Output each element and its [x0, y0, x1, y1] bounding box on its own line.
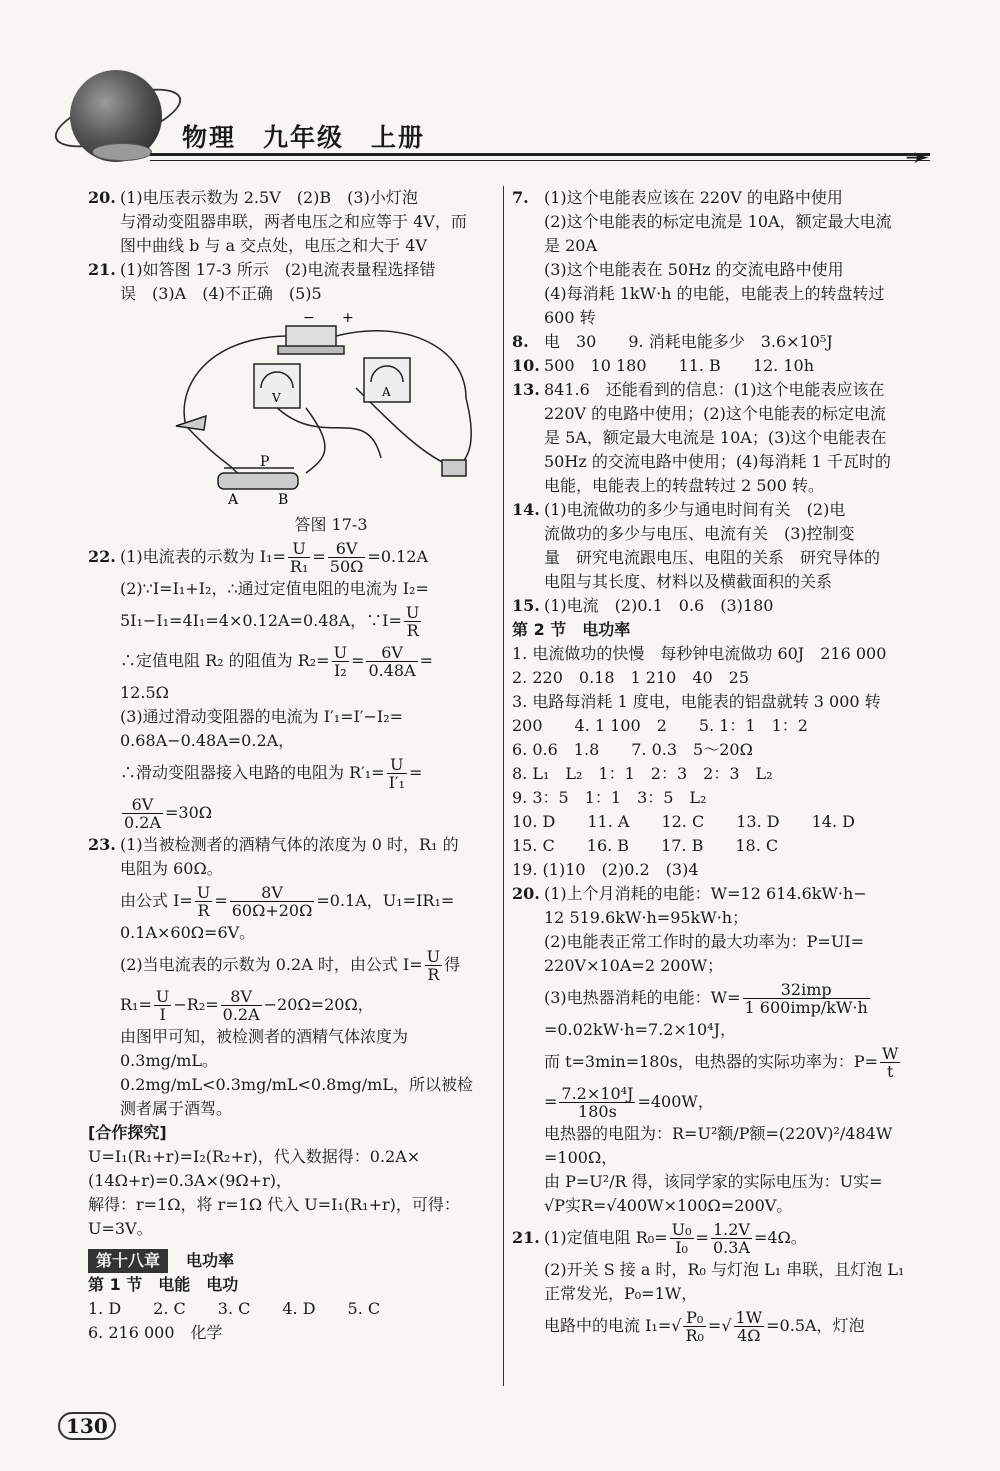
section-1-answer: 6. 216 000 化学: [88, 1323, 223, 1342]
answer-text: (1)电流 (2)0.1 0.6 (3)180: [544, 596, 774, 615]
answer-text: (4)每消耗 1kW·h 的电能，电能表上的转盘转过: [544, 284, 885, 303]
answer-line: [512, 570, 922, 594]
left-answers: [88, 186, 496, 306]
answer-text: 220V 的电路中使用；(2)这个电能表的标定电流: [544, 404, 886, 423]
question-number: 8.: [512, 332, 529, 351]
answer-text: 500 10 180 11. B 12. 10h: [544, 356, 815, 375]
figure-label-terminal-b: B: [278, 492, 289, 506]
section-1-answer: 1. D 2. C 3. C 4. D 5. C: [88, 1299, 381, 1318]
page-header: [0, 0, 1000, 190]
figure-caption: 答图 17-3: [294, 515, 368, 534]
book-title: 物理 九年级 上册: [182, 123, 426, 152]
section-2-answer: 6. 0.6 1.8 7. 0.3 5～20Ω: [512, 740, 753, 759]
answer-text: (1)电流做功的多少与通电时间有关 (2)电: [544, 500, 846, 519]
answer-line: [88, 282, 496, 306]
answer-line: [512, 186, 922, 210]
answer-text: (1)如答图 17-3 所示 (2)电流表量程选择错: [120, 260, 436, 279]
column-divider: [503, 186, 504, 1386]
question-number: 15.: [512, 596, 540, 615]
answer-line: [88, 186, 496, 210]
section-2-answer: 8. L₁ L₂ 1：1 2：3 2：3 L₂: [512, 764, 773, 783]
answer-text: 电能，电能表上的转盘转过 2 500 转。: [544, 476, 824, 495]
question-number: 10.: [512, 356, 540, 375]
answer-line: [88, 210, 496, 234]
arrow-icon: ➛: [905, 140, 931, 175]
question-number: 21.: [88, 260, 116, 279]
answer-line: [512, 282, 922, 306]
answer-line: [512, 426, 922, 450]
left-column: [88, 186, 496, 1345]
answer-text: 图中曲线 b 与 a 交点处，电压之和大于 4V: [120, 236, 427, 255]
answer-line: [512, 450, 922, 474]
figure-label-plus: +: [342, 310, 354, 326]
answer-line: [512, 234, 922, 258]
answer-line: [88, 234, 496, 258]
figure-label-terminal-a: A: [228, 492, 239, 506]
answer-text: 是 20A: [544, 236, 598, 255]
question-20-right: 20. (1)上个月消耗的电能：W=12 614.6kW·h− 12 519.6kW·h=95kW·h； (2)电能表正常工作时的最大功率为：P=UI= 220V×10A=2 200W； (3)电热器消耗的电能：W= $\frac{\text{32imp}}{\text{1 600imp/kW·h}}$ =0.02kW·h=7.2×10⁴J， 而 t=3min=180s，电热器的实际功率为：P= $\frac{W}{t}$ = $\frac{\text{7.2×10⁴J}}{180s}$ =400W， 电热器的电阻为：R=U²额/P额=(220V)²/484W =100Ω， 由 P=U²/R 得，该同学家的实际电压为：U实= √P实R=√400W×100Ω=200V。: [512, 884, 899, 1215]
question-22: 22. (1)电流表的示数为 I₁= $\frac{U}{\text{R₁}}$ = $\frac{6V}{50\Omega}$ =0.12A (2)∵I=I₁+I₂，∴通过定值电阻的电流为 I₂= 5I₁−I₁=4I₁=4×0.12A=0.48A，∵I= $\frac{U}{R}$ ∴定值电阻 R₂ 的阻值为 R₂= $\frac{U}{\text{I₂}}$ = $\frac{6V}{0.48A}$ = 12.5Ω (3)通过滑动变阻器的电流为 I′₁=I′−I₂= 0.68A−0.48A=0.2A， ∴滑动变阻器接入电路的电阻为 R′₁= $\frac{U}{\text{I′₁}}$ = $\frac{6V}{0.2A}$ =30Ω: [88, 539, 434, 832]
question-23: 23. (1)当被检测者的酒精气体的浓度为 0 时，R₁ 的 电阻为 60Ω。 由公式 I= $\frac{U}{R}$ = $\frac{8V}{60\Omega+20\Omega}$ =0.1A，U₁=IR₁= 0.1A×60Ω=6V。 (2)当电流表的示数为 0.2A 时，由公式 I= $\frac{U}{R}$ 得 R₁= $\frac{U}{I}$ −R₂= $\frac{8V}{0.2A}$ −20Ω=20Ω， 由图甲可知，被检测者的酒精气体浓度为 0.3mg/mL。 0.2mg/mL<0.3mg/mL<0.8mg/mL，所以被检 测者属于酒驾。: [88, 835, 473, 1118]
answer-text: 流做功的多少与电压、电流有关 (3)控制变: [544, 524, 855, 543]
question-number: 13.: [512, 380, 540, 399]
coop-line: 解得：r=1Ω，将 r=1Ω 代入 U=I₁(R₁+r)，可得：: [88, 1195, 460, 1214]
question-number: 14.: [512, 500, 540, 519]
answer-text: (1)电压表示数为 2.5V (2)B (3)小灯泡: [120, 188, 418, 207]
answer-line: [512, 210, 922, 234]
answer-text: (1)这个电能表应该在 220V 的电路中使用: [544, 188, 843, 207]
section-2-answer: 3. 电路每消耗 1 度电，电能表的铝盘就转 3 000 转: [512, 692, 881, 711]
section-2-answer: 2. 220 0.18 1 210 40 25: [512, 668, 750, 687]
circuit-diagram: [166, 308, 496, 506]
answer-line: [512, 330, 922, 354]
header-rule-thin: [150, 160, 930, 161]
chapter-18-heading: [88, 1249, 496, 1273]
page-number: 130: [58, 1412, 116, 1440]
answer-line: [512, 378, 922, 402]
coop-heading: [合作探究]: [88, 1123, 167, 1142]
answer-line: [512, 594, 922, 618]
answer-text: 50Hz 的交流电路中使用；(4)每消耗 1 千瓦时的: [544, 452, 891, 471]
section-2-title: 第 2 节 电功率: [512, 620, 631, 639]
answer-line: [512, 258, 922, 282]
chapter-label: 第十八章: [88, 1249, 168, 1273]
answer-text: (2)这个电能表的标定电流是 10A，额定最大电流: [544, 212, 892, 231]
question-number: 20.: [88, 188, 116, 207]
answer-line: [512, 402, 922, 426]
answer-text: 841.6 还能看到的信息：(1)这个电能表应该在: [544, 380, 885, 399]
question-number: 7.: [512, 188, 529, 207]
answer-line: [88, 258, 496, 282]
figure-label-minus: −: [303, 310, 315, 326]
section-2-answer: 19. (1)10 (2)0.2 (3)4: [512, 860, 699, 879]
answer-text: 与滑动变阻器串联，两者电压之和应等于 4V，而: [120, 212, 467, 231]
coop-line: U=I₁(R₁+r)=I₂(R₂+r)，代入数据得：0.2A×: [88, 1147, 421, 1166]
figure-label-voltmeter: V: [272, 391, 281, 405]
answer-text: 是 5A，额定最大电流是 10A；(3)这个电能表在: [544, 428, 887, 447]
answer-line: [512, 546, 922, 570]
answer-line: [512, 354, 922, 378]
cooperative-exploration: [88, 1121, 496, 1241]
answer-text: 电 30 9. 消耗电能多少 3.6×10⁵J: [544, 332, 833, 351]
chapter-title: 电功率: [186, 1251, 235, 1270]
answer-text: (3)这个电能表在 50Hz 的交流电路中使用: [544, 260, 844, 279]
header-rule: [150, 153, 930, 156]
answer-text: 误 (3)A (4)不正确 (5)5: [120, 284, 322, 303]
figure-label-slider: P: [260, 454, 270, 470]
section-2-answer: 15. C 16. B 17. B 18. C: [512, 836, 779, 855]
section-2-answer: 200 4. 1 100 2 5. 1：1 1：2: [512, 716, 808, 735]
answer-line: [512, 474, 922, 498]
answer-line: [512, 522, 922, 546]
answer-line: [512, 498, 922, 522]
section-2-answer: 10. D 11. A 12. C 13. D 14. D: [512, 812, 855, 831]
answer-text: 电阻与其长度、材料以及横截面积的关系: [544, 572, 833, 591]
coop-line: (14Ω+r)=0.3A×(9Ω+r)，: [88, 1171, 292, 1190]
question-21-right: 21. (1)定值电阻 R₀= $\frac{\text{U₀}}{\text{I₀}}$ = $\frac{1.2V}{0.3A}$ =4Ω。 (2)开关 S 接 a 时，R₀ 与灯泡 L₁ 串联，且灯泡 L₁ 正常发光，P₀=1W， 电路中的电流 I₁=√ $\frac{\text{P₀}}{\text{R₀}}$ =√ $\frac{1W}{4\Omega}$ =0.5A，灯泡: [512, 1220, 905, 1345]
figure-label-ammeter: A: [382, 385, 391, 399]
section-2-answer: 9. 3：5 1：1 3：5 L₂: [512, 788, 707, 807]
coop-line: U=3V。: [88, 1219, 153, 1238]
coin-decoration: [92, 143, 152, 161]
right-column: [512, 186, 922, 1346]
section-1-title: 第 1 节 电能 电功: [88, 1275, 239, 1294]
answer-text: 600 转: [544, 308, 596, 327]
answer-line: [512, 306, 922, 330]
answer-text: 量 研究电流跟电压、电阻的关系 研究导体的: [544, 548, 881, 567]
section-2-answer: 1. 电流做功的快慢 每秒钟电流做功 60J 216 000: [512, 644, 887, 663]
